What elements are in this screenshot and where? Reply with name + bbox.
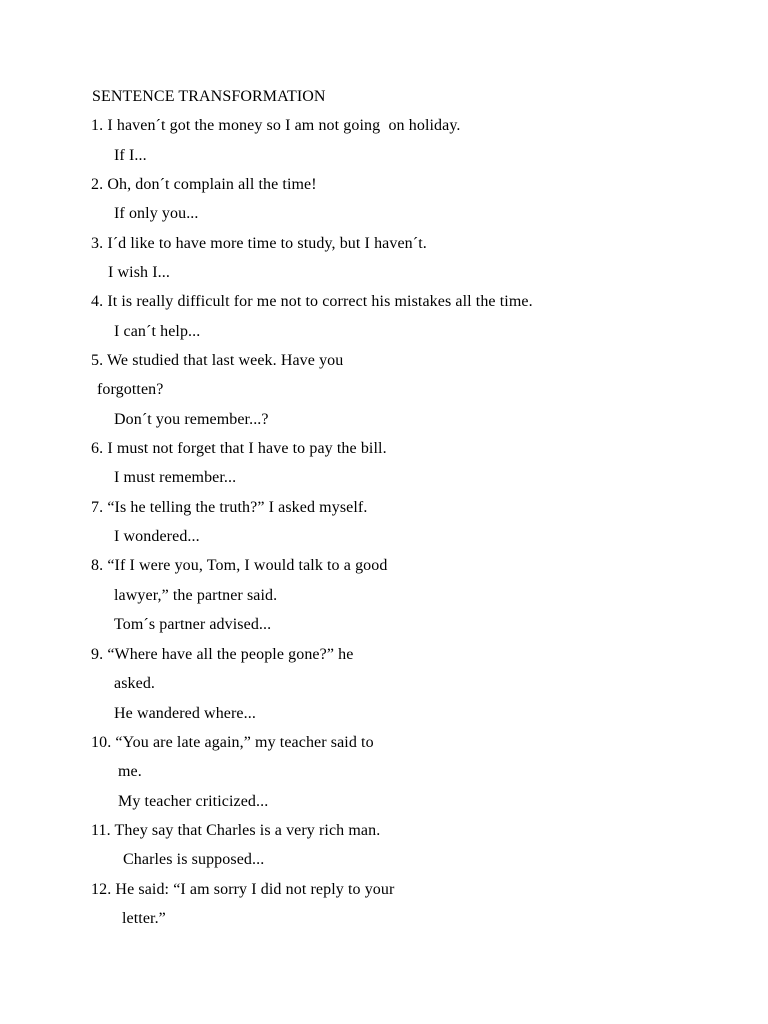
exercise-5-sentence-continued: forgotten?	[97, 381, 164, 398]
exercise-sentence: He said: “I am sorry I did not reply to your	[115, 881, 395, 898]
exercise-number: 12.	[91, 881, 112, 898]
exercise-1-prompt: If I...	[114, 147, 147, 164]
exercise-sentence: Oh, don´t complain all the time!	[107, 176, 317, 193]
exercise-sentence: It is really difficult for me not to correct his mistakes all the time.	[107, 293, 533, 310]
exercise-sentence: “You are late again,” my teacher said to	[115, 734, 374, 751]
exercise-11-prompt: Charles is supposed...	[123, 851, 265, 868]
exercise-12-sentence	[91, 880, 394, 900]
exercise-1-sentence	[91, 116, 461, 136]
exercise-7-prompt: I wondered...	[114, 528, 200, 545]
exercise-5-prompt: Don´t you remember...?	[114, 411, 269, 428]
exercise-10-sentence	[91, 733, 374, 753]
exercise-9-prompt: He wandered where...	[114, 705, 256, 722]
exercise-sentence: I must not forget that I have to pay the bill.	[107, 440, 387, 457]
exercise-sentence: “Is he telling the truth?” I asked myself.	[107, 499, 368, 516]
exercise-sentence: They say that Charles is a very rich man.	[114, 822, 381, 839]
page-title: SENTENCE TRANSFORMATION	[92, 88, 326, 105]
exercise-3-sentence	[91, 234, 427, 254]
exercise-sentence: We studied that last week. Have you	[107, 352, 344, 369]
exercise-8-sentence	[91, 556, 387, 576]
exercise-7-sentence	[91, 498, 367, 518]
exercise-10-prompt: My teacher criticized...	[118, 793, 269, 810]
exercise-5-sentence	[91, 351, 343, 371]
exercise-sentence: I haven´t got the money so I am not going on holiday.	[107, 117, 461, 134]
exercise-12-sentence-continued: letter.”	[122, 910, 166, 927]
exercise-number: 8.	[91, 557, 104, 574]
exercise-8-prompt: Tom´s partner advised...	[114, 616, 272, 633]
exercise-number: 4.	[91, 293, 104, 310]
exercise-number: 5.	[91, 352, 104, 369]
exercise-number: 2.	[91, 176, 104, 193]
exercise-4-prompt: I can´t help...	[114, 323, 201, 340]
exercise-number: 11.	[91, 822, 111, 839]
exercise-4-sentence	[91, 292, 533, 312]
exercise-number: 9.	[91, 646, 104, 663]
exercise-3-prompt: I wish I...	[108, 264, 170, 281]
exercise-number: 10.	[91, 734, 112, 751]
exercise-2-prompt: If only you...	[114, 205, 199, 222]
exercise-9-sentence	[91, 645, 353, 665]
exercise-number: 6.	[91, 440, 104, 457]
exercise-sentence: “Where have all the people gone?” he	[107, 646, 354, 663]
exercise-sentence: “If I were you, Tom, I would talk to a good	[107, 557, 388, 574]
exercise-number: 3.	[91, 235, 104, 252]
exercise-8-sentence-continued: lawyer,” the partner said.	[114, 587, 278, 604]
exercise-2-sentence	[91, 175, 317, 195]
exercise-9-sentence-continued: asked.	[114, 675, 156, 692]
exercise-6-sentence	[91, 439, 387, 459]
exercise-sentence: I´d like to have more time to study, but I haven´t.	[107, 235, 427, 252]
exercise-10-sentence-continued: me.	[118, 763, 142, 780]
exercise-6-prompt: I must remember...	[114, 469, 237, 486]
exercise-number: 7.	[91, 499, 104, 516]
exercise-11-sentence	[91, 821, 380, 841]
exercise-number: 1.	[91, 117, 104, 134]
